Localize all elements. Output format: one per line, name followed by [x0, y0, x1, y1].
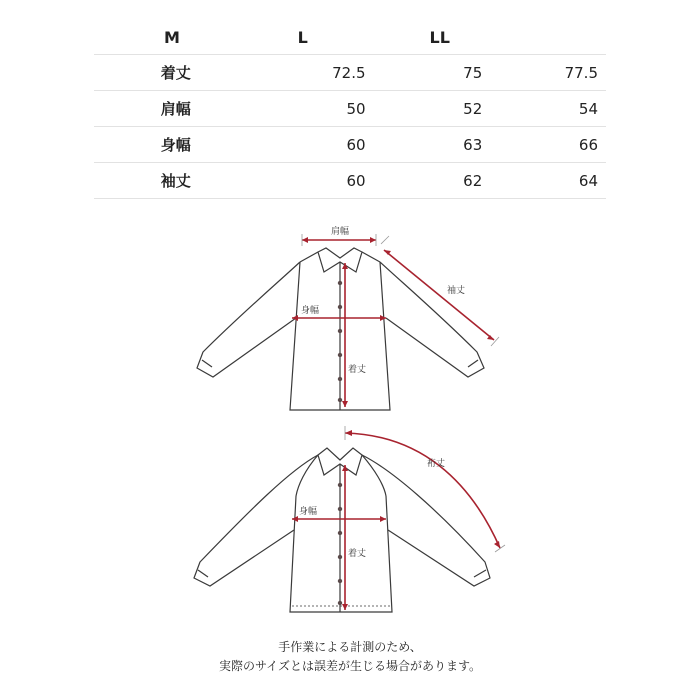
measure-lines-2: [292, 433, 500, 610]
row-label: 袖丈: [94, 163, 258, 199]
label-length-1: 着丈: [347, 365, 367, 375]
shirt-diagram-raglan: [194, 448, 490, 612]
cell-value: 60: [258, 127, 374, 163]
left-sleeve-outline: [197, 262, 300, 377]
cell-value: 52: [374, 91, 491, 127]
row-label: 身幅: [94, 127, 258, 163]
measure-guides-1: [302, 234, 499, 346]
size-header-l: L: [297, 27, 308, 47]
row-label: 肩幅: [94, 91, 258, 127]
measure-guides-2: [345, 426, 505, 552]
label-yuki-length: 裄丈: [426, 459, 446, 469]
cell-value: 54: [490, 91, 606, 127]
cell-value: 50: [258, 91, 374, 127]
size-header-ll: LL: [429, 27, 450, 47]
label-sleeve-length: 袖丈: [446, 286, 466, 296]
cell-value: 62: [374, 163, 491, 199]
label-length-2: 着丈: [347, 549, 367, 559]
label-chest-1: 身幅: [300, 306, 320, 316]
size-header-m: M: [164, 27, 180, 47]
cell-value: 66: [490, 127, 606, 163]
label-chest-2: 身幅: [298, 507, 318, 517]
measurement-note-line1: 手作業による計測のため、: [278, 640, 422, 654]
row-label: 着丈: [94, 55, 258, 91]
cell-value: 60: [258, 163, 374, 199]
cell-value: 72.5: [258, 55, 374, 91]
measurement-note-line2: 実際のサイズとは誤差が生じる場合があります。: [218, 659, 482, 673]
shirt-shoulder-line: [300, 252, 380, 262]
cell-value: 64: [490, 163, 606, 199]
cell-value: 63: [374, 127, 491, 163]
label-shoulder-width: 肩幅: [330, 227, 350, 237]
cell-value: 77.5: [490, 55, 606, 91]
cell-value: 75: [374, 55, 491, 91]
raglan-left-sleeve: [194, 455, 318, 586]
measure-lines-1: [292, 237, 494, 407]
